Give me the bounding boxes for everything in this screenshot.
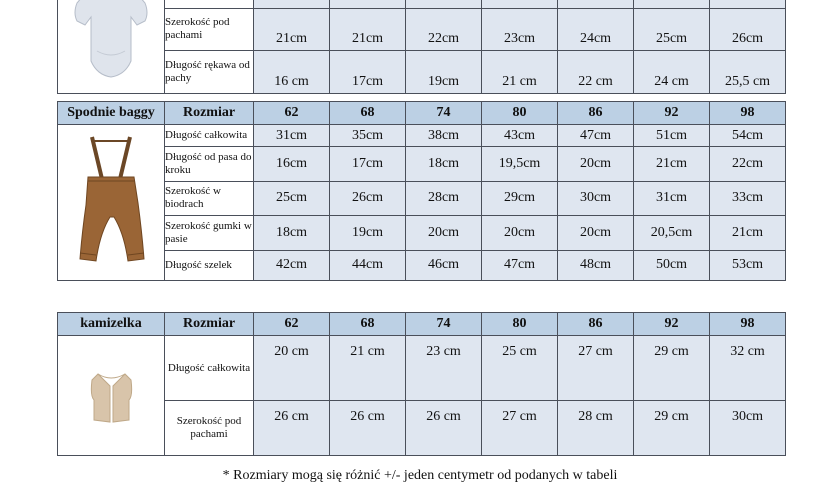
table-cell: 25cm (634, 8, 710, 50)
table-label: Długość rękawa od pachy (165, 50, 254, 93)
product-name: kamizelka (58, 313, 165, 336)
table-cell: 30cm (558, 181, 634, 215)
table-cell: 43cm (482, 125, 558, 147)
table-cell: 19cm (330, 216, 406, 250)
size-column-header: 98 (710, 313, 786, 336)
table-cell: 21cm (254, 8, 330, 50)
table-cell: 48cm (558, 250, 634, 280)
table-cell: 21 cm (482, 50, 558, 93)
table-cell: 38cm (406, 125, 482, 147)
table-label: Długość całkowita (165, 125, 254, 147)
table-cell: 47cm (558, 125, 634, 147)
table-cell: 23 cm (406, 336, 482, 401)
table-row (58, 250, 786, 280)
table-cell: 32 cm (710, 336, 786, 401)
table-row (58, 336, 786, 401)
pants-image (58, 125, 165, 275)
table-cell (254, 0, 330, 8)
bodysuit-image (58, 0, 165, 88)
table-cell: 26 cm (330, 401, 406, 456)
table-row (58, 181, 786, 215)
table-label: Długość od pasa do kroku (165, 147, 254, 181)
table-label (165, 0, 254, 8)
table-cell: 27 cm (482, 401, 558, 456)
table-row (58, 125, 786, 147)
table-cell: 18cm (406, 147, 482, 181)
table-cell: 29cm (482, 181, 558, 215)
table-cell: 47cm (482, 250, 558, 280)
table-cell: 46cm (406, 250, 482, 280)
table-cell: 22 cm (558, 50, 634, 93)
size-column-header: 92 (634, 102, 710, 125)
table-cell: 19,5cm (482, 147, 558, 181)
table-cell: 18cm (254, 216, 330, 250)
size-column-header: 68 (330, 102, 406, 125)
table-label: Szerokość pod pachami (165, 401, 254, 456)
table-label: Szerokość pod pachami (165, 8, 254, 50)
table-cell: 25 cm (482, 336, 558, 401)
table-cell: 21cm (710, 216, 786, 250)
table-label: Długość szelek (165, 250, 254, 280)
table-cell: 16cm (254, 147, 330, 181)
size-column-header: 80 (482, 102, 558, 125)
table-cell: 21cm (634, 147, 710, 181)
size-column-header: 92 (634, 313, 710, 336)
table-cell: 20 cm (254, 336, 330, 401)
table-cell: 28cm (406, 181, 482, 215)
table-cell: 21cm (330, 8, 406, 50)
table-cell: 19cm (406, 50, 482, 93)
table-cell: 30cm (710, 401, 786, 456)
table-label: Szerokość w biodrach (165, 181, 254, 215)
size-column-header: 74 (406, 313, 482, 336)
vest-image-cell (58, 336, 165, 456)
table-row (58, 216, 786, 250)
table-cell: 20cm (558, 216, 634, 250)
table-cell: 20cm (482, 216, 558, 250)
bodysuit-image-cell (58, 0, 165, 94)
table-cell (482, 0, 558, 8)
table-cell: 29 cm (634, 401, 710, 456)
table-cell: 33cm (710, 181, 786, 215)
size-header: Rozmiar (165, 313, 254, 336)
table-cell: 31cm (254, 125, 330, 147)
table-cell: 29 cm (634, 336, 710, 401)
table-cell: 17cm (330, 50, 406, 93)
table-cell: 31cm (634, 181, 710, 215)
table-cell: 22cm (406, 8, 482, 50)
table-row (58, 0, 786, 8)
size-column-header: 62 (254, 313, 330, 336)
table-header-row (58, 313, 786, 336)
table-cell: 20cm (406, 216, 482, 250)
table-cell: 25,5 cm (710, 50, 786, 93)
size-column-header: 80 (482, 313, 558, 336)
table-row (58, 147, 786, 181)
table-label: Szerokość gumki w pasie (165, 216, 254, 250)
table-cell: 22cm (710, 147, 786, 181)
table-row (58, 401, 786, 456)
table-cell: 26 cm (406, 401, 482, 456)
table-cell: 26 cm (254, 401, 330, 456)
table-cell (634, 0, 710, 8)
bodysuit-size-table (57, 0, 786, 94)
table-cell: 54cm (710, 125, 786, 147)
table-cell: 21 cm (330, 336, 406, 401)
size-column-header: 68 (330, 313, 406, 336)
pants-size-table (57, 101, 786, 281)
table-cell: 20,5cm (634, 216, 710, 250)
size-header: Rozmiar (165, 102, 254, 125)
table-cell (710, 0, 786, 8)
table-cell: 26cm (330, 181, 406, 215)
table-cell: 17cm (330, 147, 406, 181)
vest-size-table (57, 312, 786, 456)
table-cell: 26cm (710, 8, 786, 50)
table-cell: 53cm (710, 250, 786, 280)
table-cell: 28 cm (558, 401, 634, 456)
size-column-header: 98 (710, 102, 786, 125)
table-label: Długość całkowita (165, 336, 254, 401)
size-column-header: 62 (254, 102, 330, 125)
table-row (58, 50, 786, 93)
table-cell: 20cm (558, 147, 634, 181)
table-cell (558, 0, 634, 8)
vest-image (58, 336, 165, 450)
table-cell: 24cm (558, 8, 634, 50)
table-header-row (58, 102, 786, 125)
table-cell: 35cm (330, 125, 406, 147)
size-column-header: 74 (406, 102, 482, 125)
table-cell: 16 cm (254, 50, 330, 93)
table-cell: 24 cm (634, 50, 710, 93)
table-cell (330, 0, 406, 8)
table-cell: 44cm (330, 250, 406, 280)
table-cell (406, 0, 482, 8)
table-row (58, 8, 786, 50)
table-cell: 51cm (634, 125, 710, 147)
size-column-header: 86 (558, 313, 634, 336)
table-cell: 23cm (482, 8, 558, 50)
table-cell: 27 cm (558, 336, 634, 401)
size-column-header: 86 (558, 102, 634, 125)
footnote: * Rozmiary mogą się różnić +/- jeden centymetr od podanych w tabeli (222, 468, 618, 483)
pants-image-cell (58, 125, 165, 281)
product-name: Spodnie baggy (58, 102, 165, 125)
table-cell: 42cm (254, 250, 330, 280)
table-cell: 25cm (254, 181, 330, 215)
table-cell: 50cm (634, 250, 710, 280)
